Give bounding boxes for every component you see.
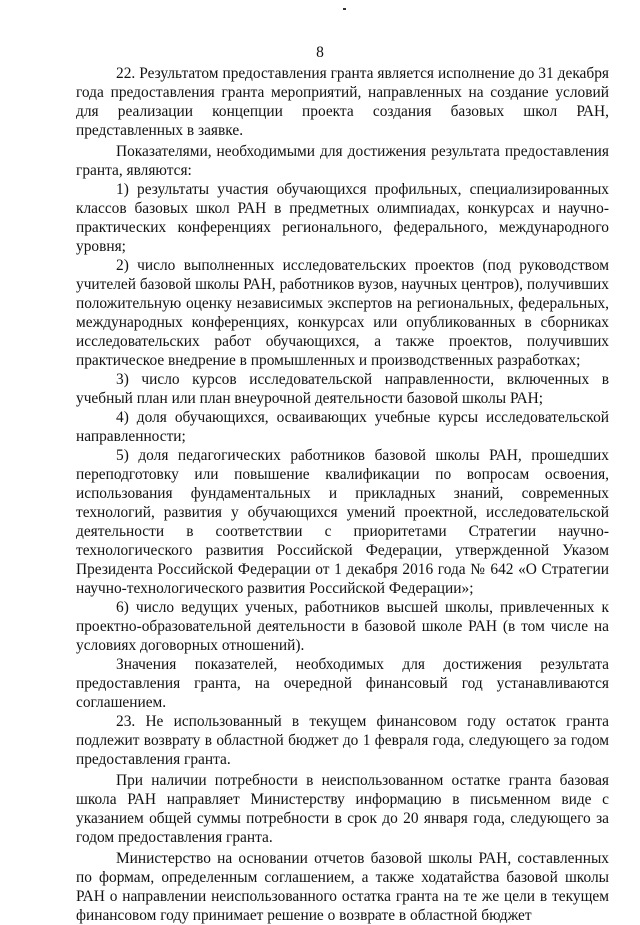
list-item-6: 6) число ведущих ученых, работников высшей школы, привлеченных к проектно-образовательной деятельности в базовой школе РАН (в том числе на условиях договорных отношений). (76, 599, 609, 654)
document-body (76, 64, 609, 925)
list-item-2: 2) число выполненных исследовательских проектов (под руководством учителей базовой школы РАН, работников вузов, научных центров), получивших положительную оценку независимых экспертов на региональных, федеральных, международных конференциях, конкурсах или опубликованных в сборниках исследовательских работ обучающихся, а также проектов, получивших практическое внедрение в промышленных и производственных разработках; (76, 257, 609, 369)
paragraph-indicators-intro: Показателями, необходимыми для достижения результата предоставления гранта, являются: (76, 143, 609, 179)
paragraph-22-result: 22. Результатом предоставления гранта является исполнение до 31 декабря года предоставления гранта мероприятий, направленных на создание условий для реализации концепции проекта создания базовых школ РАН, представленных в заявке. (76, 65, 609, 139)
list-item-5: 5) доля педагогических работников базовой школы РАН, прошедших переподготовку или повышение квалификации по вопросам освоения, использования фундаментальных и прикладных знаний, современных технологий, развития у обучающихся умений проектной, исследовательской деятельности в соответствии с приоритетами Стратегии научно-технологического развития Российской Федерации, утвержденной Указом Президента Российской Федерации от 1 декабря 2016 года № 642 «О Стратегии научно-технологического развития Российской Федерации»; (76, 447, 609, 597)
scan-artifact (343, 8, 346, 10)
list-item-4: 4) доля обучающихся, осваивающих учебные курсы исследовательской направленности; (76, 409, 609, 445)
list-item-3: 3) число курсов исследовательской направленности, включенных в учебный план или план внеурочной деятельности базовой школы РАН; (76, 371, 609, 407)
paragraph-indicator-values: Значения показателей, необходимых для достижения результата предоставления гранта, на очередной финансовый год устанавливаются соглашением. (76, 656, 609, 711)
paragraph-need-remaining: При наличии потребности в неиспользованном остатке гранта базовая школа РАН направляет Министерству информацию в письменном виде с указанием общей суммы потребности в срок до 20 января года, следующего за годом предоставления гранта. (76, 772, 609, 846)
paragraph-ministry-decision: Министерство на основании отчетов базовой школы РАН, составленных по формам, определенным соглашением, а также ходатайства базовой школы РАН о направлении неиспользованного остатка гранта на те же цели в текущем финансовом году принимает решение о возврате в областной бюджет (76, 850, 609, 924)
page-number: 8 (316, 44, 324, 61)
list-item-1: 1) результаты участия обучающихся профильных, специализированных классов базовых школ РАН в предметных олимпиадах, конкурсах и научно-практических конференциях регионального, федерального, международного уровня; (76, 181, 609, 255)
paragraph-23-return: 23. Не использованный в текущем финансовом году остаток гранта подлежит возврату в областной бюджет до 1 февраля года, следующего за годом предоставления гранта. (76, 713, 609, 768)
